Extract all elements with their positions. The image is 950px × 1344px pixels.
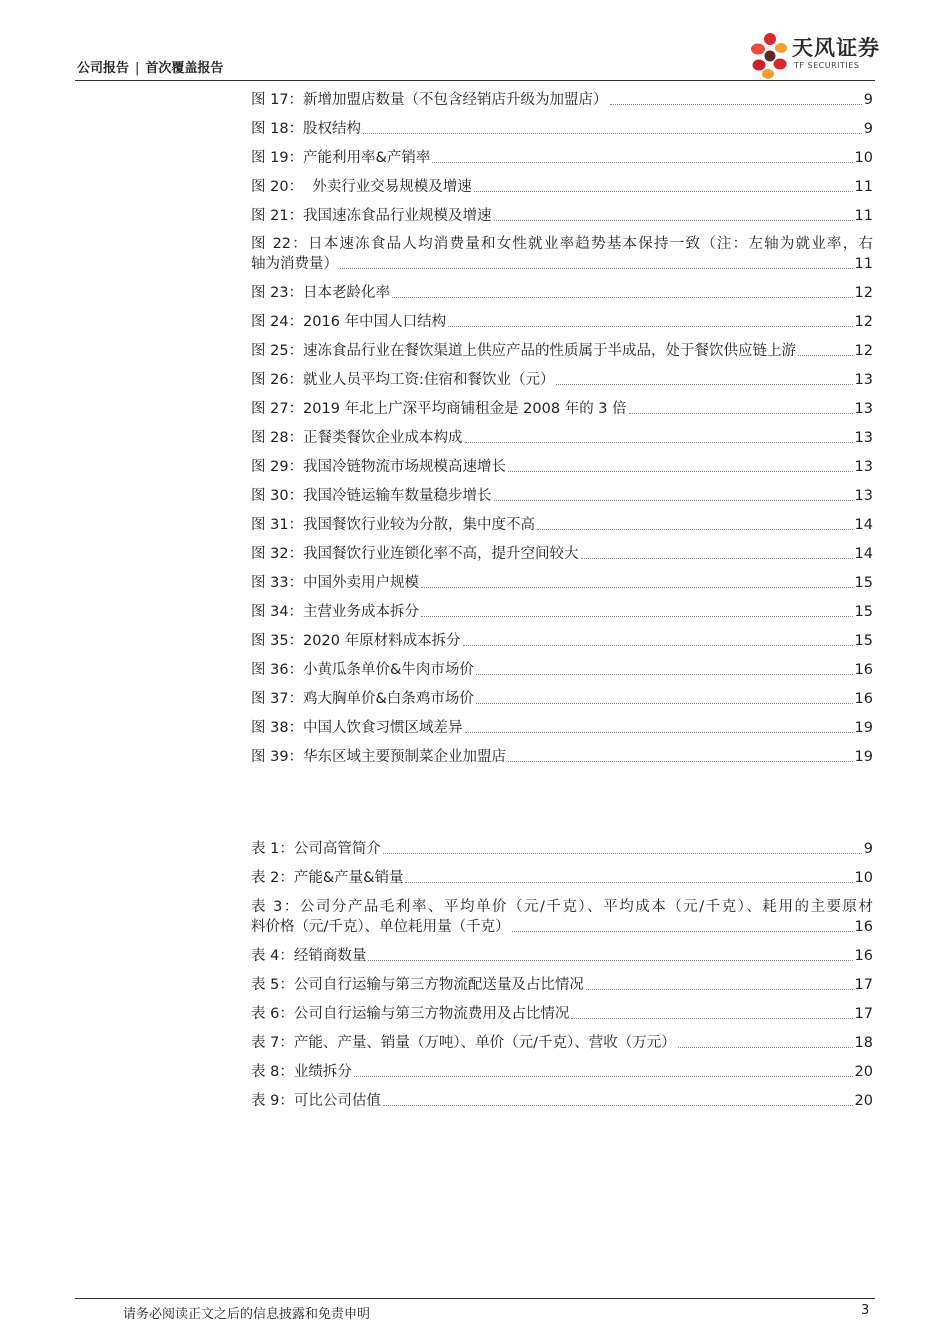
toc-label: 表 8：业绩拆分 <box>251 1064 352 1080</box>
toc-entry[interactable] <box>251 689 873 709</box>
toc-page: 17 <box>854 1006 873 1022</box>
toc-page: 16 <box>854 948 873 964</box>
report-category: 公司报告 <box>77 61 130 76</box>
toc-leader <box>537 529 852 530</box>
toc-leader <box>571 1018 852 1019</box>
toc-page: 19 <box>854 720 873 736</box>
toc-leader <box>494 220 853 221</box>
toc-page: 13 <box>854 401 873 417</box>
toc-leader <box>586 989 853 990</box>
toc-leader <box>581 558 853 559</box>
toc-entry[interactable] <box>251 428 873 448</box>
toc-leader <box>405 882 852 883</box>
toc-label: 图 27：2019 年北上广深平均商铺租金是 2008 年的 3 倍 <box>251 401 627 417</box>
toc-label: 图 20： 外卖行业交易规模及增速 <box>251 179 472 195</box>
toc-entry[interactable] <box>251 839 873 859</box>
toc-page: 16 <box>854 691 873 707</box>
toc-leader <box>463 645 853 646</box>
toc-page: 13 <box>854 459 873 475</box>
toc-label: 图 37：鸡大胸单价&白条鸡市场价 <box>251 691 474 707</box>
toc-label: 图 24：2016 年中国人口结构 <box>251 314 447 330</box>
toc-entry[interactable] <box>251 544 873 564</box>
toc-label: 图 25：速冻食品行业在餐饮渠道上供应产品的性质属于半成品，处于餐饮供应链上游 <box>251 343 797 359</box>
figure-list <box>251 90 873 767</box>
toc-entry[interactable] <box>251 602 873 622</box>
toc-label: 图 32：我国餐饮行业连锁化率不高，提升空间较大 <box>251 546 579 562</box>
toc-leader <box>340 268 853 269</box>
toc-label: 图 35：2020 年原材料成本拆分 <box>251 633 461 649</box>
toc-leader <box>512 931 853 932</box>
toc-leader <box>383 853 862 854</box>
footer-divider <box>75 1298 875 1299</box>
toc-label: 图 18：股权结构 <box>251 121 362 137</box>
toc-label: 图 34：主营业务成本拆分 <box>251 604 420 620</box>
toc-leader <box>476 703 853 704</box>
logo-text-en: TF SECURITIES <box>794 61 860 70</box>
toc-leader <box>465 442 853 443</box>
toc-page: 9 <box>863 92 873 108</box>
header-divider <box>75 80 875 81</box>
toc-label: 表 5：公司自行运输与第三方物流配送量及占比情况 <box>251 977 584 993</box>
toc-label: 图 19：产能利用率&产销率 <box>251 150 431 166</box>
toc-page: 13 <box>854 430 873 446</box>
toc-label: 图 26：就业人员平均工资:住宿和餐饮业（元） <box>251 372 555 388</box>
toc-entry[interactable] <box>251 1004 873 1024</box>
toc-label-line1: 图 22：日本速冻食品人均消费量和女性就业率趋势基本保持一致（注：左轴为就业率，右 <box>251 236 873 252</box>
toc-label: 图 33：中国外卖用户规模 <box>251 575 420 591</box>
toc-entry[interactable] <box>251 370 873 390</box>
toc-entry[interactable] <box>251 119 873 139</box>
report-subcategory: 首次覆盖报告 <box>145 61 224 76</box>
toc-leader <box>508 471 852 472</box>
toc-label: 图 36：小黄瓜条单价&牛肉市场价 <box>251 662 474 678</box>
table-list <box>251 839 873 1111</box>
toc-leader <box>678 1047 853 1048</box>
toc-page: 9 <box>863 841 873 857</box>
toc-label: 表 4：经销商数量 <box>251 948 367 964</box>
toc-page: 15 <box>854 604 873 620</box>
toc-page: 20 <box>854 1064 873 1080</box>
toc-leader <box>432 162 852 163</box>
toc-label: 图 21：我国速冻食品行业规模及增速 <box>251 208 492 224</box>
flower-logo-icon <box>748 30 792 82</box>
toc-entry[interactable] <box>251 312 873 332</box>
toc-page: 13 <box>854 372 873 388</box>
header-separator: | <box>135 61 140 76</box>
toc-leader <box>421 616 852 617</box>
toc-page: 16 <box>854 919 873 935</box>
toc-entry[interactable] <box>251 206 873 226</box>
toc-leader <box>629 413 853 414</box>
toc-label: 图 28：正餐类餐饮企业成本构成 <box>251 430 463 446</box>
toc-leader <box>476 674 853 675</box>
toc-entry[interactable] <box>251 868 873 888</box>
toc-page: 19 <box>854 749 873 765</box>
toc-page: 14 <box>854 517 873 533</box>
toc-page: 10 <box>854 870 873 886</box>
toc-entry[interactable] <box>251 486 873 506</box>
toc-label-line2: 轴为消费量） <box>251 256 338 272</box>
toc-entry[interactable] <box>251 515 873 535</box>
toc-page: 15 <box>854 633 873 649</box>
toc-page: 12 <box>854 343 873 359</box>
toc-page: 11 <box>854 256 873 272</box>
toc-entry[interactable] <box>251 660 873 680</box>
toc-entry[interactable] <box>251 747 873 767</box>
toc-entry[interactable] <box>251 1062 873 1082</box>
toc-page: 13 <box>854 488 873 504</box>
toc-entry[interactable] <box>251 90 873 110</box>
toc-label: 图 31：我国餐饮行业较为分散，集中度不高 <box>251 517 536 533</box>
toc-leader <box>610 104 862 105</box>
toc-entry[interactable] <box>251 631 873 651</box>
toc-page: 11 <box>854 179 873 195</box>
toc-label: 表 9：可比公司估值 <box>251 1093 381 1109</box>
toc-page: 12 <box>854 314 873 330</box>
toc-leader <box>392 297 852 298</box>
toc-page: 17 <box>854 977 873 993</box>
toc-page: 10 <box>854 150 873 166</box>
toc-page: 12 <box>854 285 873 301</box>
toc-entry[interactable] <box>251 341 873 361</box>
toc-label: 表 6：公司自行运输与第三方物流费用及占比情况 <box>251 1006 570 1022</box>
toc-label: 图 38：中国人饮食习惯区域差异 <box>251 720 463 736</box>
toc-leader <box>474 191 853 192</box>
toc-entry[interactable] <box>251 975 873 995</box>
report-header <box>77 57 223 76</box>
toc-leader <box>556 384 852 385</box>
toc-page: 15 <box>854 575 873 591</box>
toc-label: 图 39：华东区域主要预制菜企业加盟店 <box>251 749 507 765</box>
toc-leader <box>798 355 852 356</box>
toc-entry[interactable] <box>251 177 873 197</box>
toc-entry[interactable] <box>251 148 873 168</box>
toc-leader <box>448 326 852 327</box>
toc-entry[interactable] <box>251 457 873 477</box>
toc-leader <box>383 1105 853 1106</box>
toc-entry[interactable] <box>251 718 873 738</box>
toc-page: 9 <box>863 121 873 137</box>
toc-page: 11 <box>854 208 873 224</box>
logo-text-cn: 天风证券 <box>792 36 880 60</box>
toc-entry[interactable] <box>251 1091 873 1111</box>
toc-entry-multiline[interactable] <box>251 234 873 274</box>
toc-label: 图 30：我国冷链运输车数量稳步增长 <box>251 488 492 504</box>
toc-label-line1: 表 3：公司分产品毛利率、平均单价（元/千克）、平均成本（元/千克）、耗用的主要原材 <box>251 899 873 915</box>
toc-label: 表 7：产能、产量、销量（万吨）、单价（元/千克）、营收（万元） <box>251 1035 676 1051</box>
toc-label: 图 17：新增加盟店数量（不包含经销店升级为加盟店） <box>251 92 608 108</box>
toc-page: 20 <box>854 1093 873 1109</box>
toc-leader <box>368 960 852 961</box>
toc-label: 表 1：公司高管简介 <box>251 841 381 857</box>
toc-leader <box>363 133 862 134</box>
toc-leader <box>465 732 853 733</box>
toc-label: 表 2：产能&产量&销量 <box>251 870 404 886</box>
toc-page: 18 <box>854 1035 873 1051</box>
toc-leader <box>508 761 852 762</box>
company-logo <box>748 30 880 82</box>
toc-page: 16 <box>854 662 873 678</box>
toc-label-line2: 料价格（元/千克）、单位耗用量（千克） <box>251 919 510 935</box>
toc-page: 14 <box>854 546 873 562</box>
toc-label: 图 23：日本老龄化率 <box>251 285 391 301</box>
toc-entry[interactable] <box>251 1033 873 1053</box>
toc-entry[interactable] <box>251 283 873 303</box>
toc-leader <box>354 1076 853 1077</box>
toc-leader <box>421 587 852 588</box>
toc-label: 图 29：我国冷链物流市场规模高速增长 <box>251 459 507 475</box>
toc-entry-multiline[interactable] <box>251 897 873 937</box>
toc-entry[interactable] <box>251 399 873 419</box>
page-number: 3 <box>861 1303 870 1318</box>
toc-entry[interactable] <box>251 946 873 966</box>
footer-disclaimer: 请务必阅读正文之后的信息披露和免责申明 <box>123 1307 371 1322</box>
toc-entry[interactable] <box>251 573 873 593</box>
toc-leader <box>494 500 853 501</box>
